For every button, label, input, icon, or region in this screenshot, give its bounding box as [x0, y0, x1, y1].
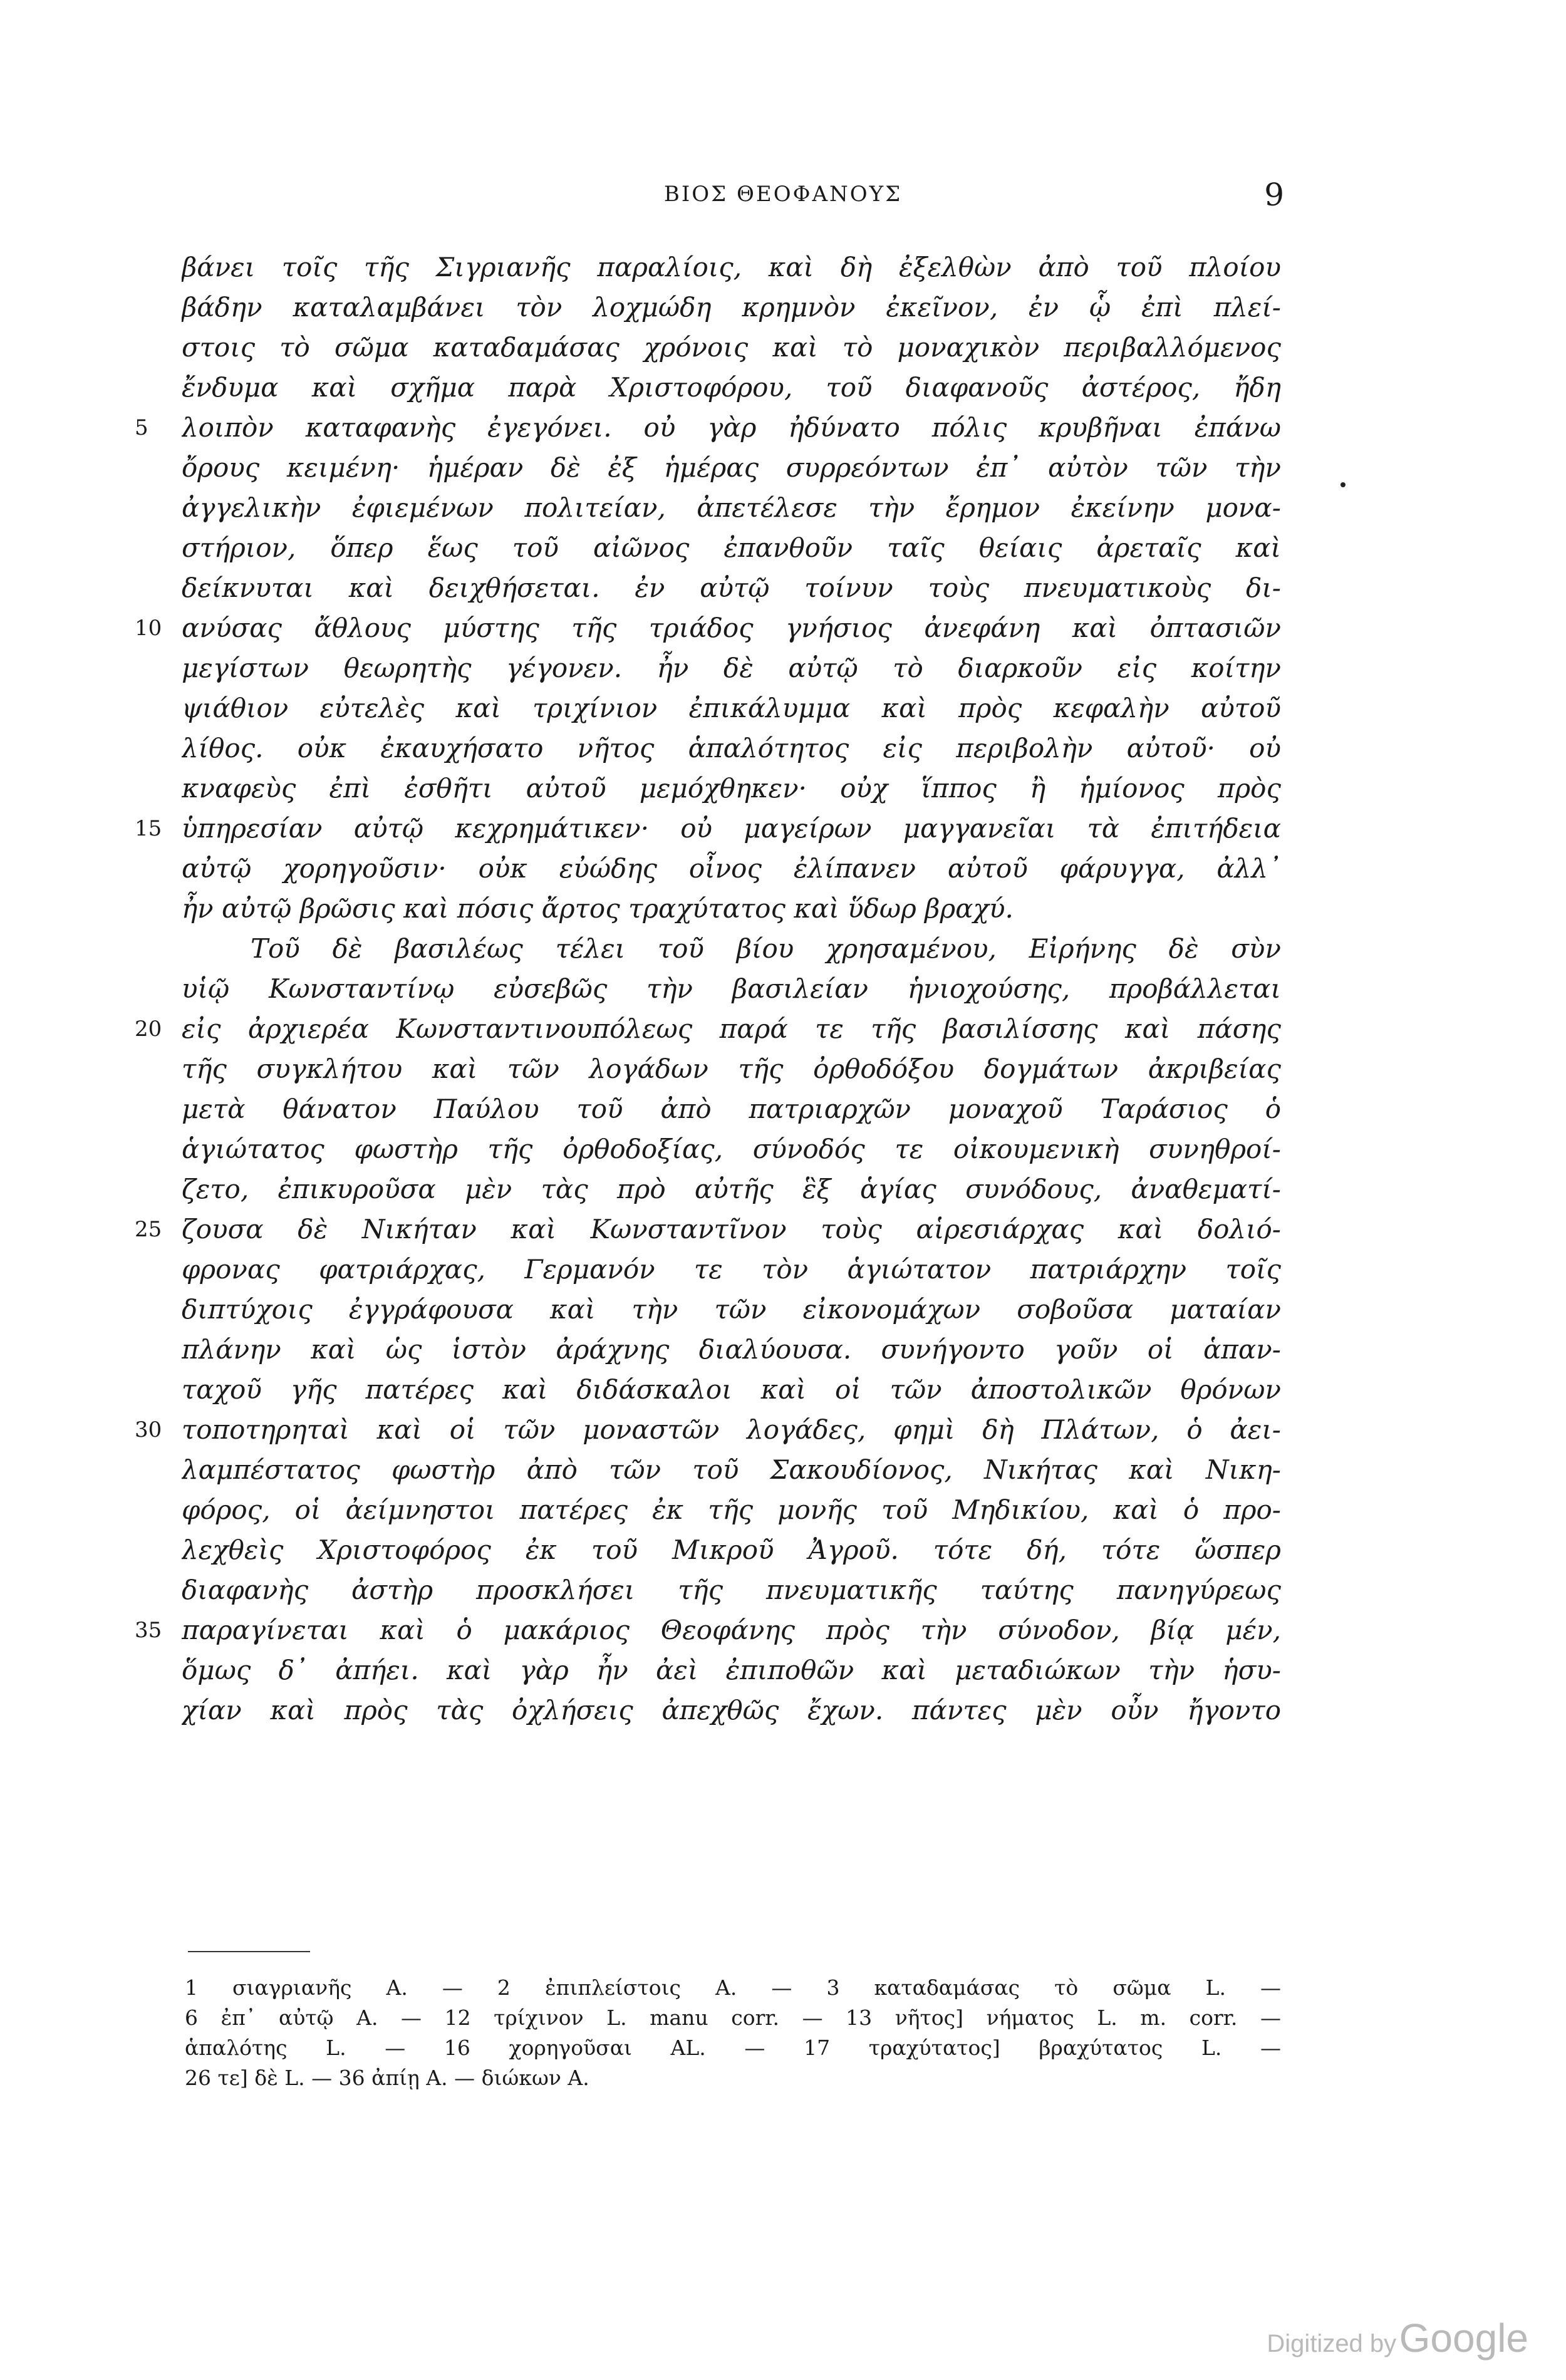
line-text: μεγίστων θεωρητὴς γέγονεν. ἦν δὲ αὐτῷ τὸ διαρκοῦν εἰς κοίτην [182, 653, 1281, 683]
text-line [0, 247, 1566, 287]
text-line [0, 889, 1566, 929]
line-text: ἀγγελικὴν ἐφιεμένων πολιτείαν, ἀπετέλεσε τὴν ἔρημον ἐκείνην μονα- [182, 492, 1281, 523]
line-text: Τοῦ δὲ βασιλέως τέλει τοῦ βίου χρησαμένου, Εἰρήνης δὲ σὺν [251, 933, 1281, 964]
text-line [0, 287, 1566, 328]
footnotes [185, 1973, 1281, 2093]
text-line [0, 1129, 1566, 1169]
line-number: 15 [135, 816, 162, 841]
text-line [0, 608, 1566, 648]
line-text: κναφεὺς ἐπὶ ἐσθῆτι αὐτοῦ μεμόχθηκεν· οὐχ ἵππος ἢ ἡμίονος πρὸς [182, 773, 1281, 804]
text-line [0, 1089, 1566, 1129]
text-line [0, 1690, 1566, 1731]
text-line [0, 809, 1566, 849]
line-text: ὑπηρεσίαν αὐτῷ κεχρημάτικεν· οὐ μαγείρων μαγγανεῖαι τὰ ἐπιτήδεια [182, 813, 1281, 844]
text-line [0, 768, 1566, 809]
text-line [0, 1290, 1566, 1330]
line-text: λεχθεὶς Χριστοφόρος ἐκ τοῦ Μικροῦ Ἀγροῦ. τότε δή, τότε ὥσπερ [182, 1534, 1281, 1565]
line-number: 20 [135, 1017, 162, 1042]
line-text: βάδην καταλαμβάνει τὸν λοχμώδη κρημνὸν ἐκεῖνον, ἐν ᾧ ἐπὶ πλεί- [182, 292, 1281, 323]
line-text: στοις τὸ σῶμα καταδαμάσας χρόνοις καὶ τὸ μοναχικὸν περιβαλλόμενος [182, 332, 1281, 363]
line-text: φόρος, οἱ ἀείμνηστοι πατέρες ἐκ τῆς μονῆς τοῦ Μηδικίου, καὶ ὁ προ- [182, 1494, 1281, 1525]
footnote-line: ἁπαλότης L. — 16 χορηγοῦσαι AL. — 17 τραχύτατος] βραχύτατος L. — [185, 2036, 1281, 2060]
line-text: τοποτηρηταὶ καὶ οἱ τῶν μοναστῶν λογάδες, φημὶ δὴ Πλάτων, ὁ ἀει- [182, 1414, 1281, 1445]
text-line [0, 1490, 1566, 1530]
line-text: βάνει τοῖς τῆς Σιγριανῆς παραλίοις, καὶ δὴ ἐξελθὼν ἀπὸ τοῦ πλοίου [182, 252, 1281, 282]
line-text: λοιπὸν καταφανὴς ἐγεγόνει. οὐ γὰρ ἠδύνατο πόλις κρυβῆναι ἐπάνω [182, 412, 1281, 443]
text-line [0, 1410, 1566, 1450]
line-text: ἔνδυμα καὶ σχῆμα παρὰ Χριστοφόρου, τοῦ διαφανοῦς ἀστέρος, ἤδη [182, 372, 1281, 403]
footnote-line: 6 ἐπ᾽ αὐτῷ A. — 12 τρίχινον L. manu corr. — 13 νῆτος] νήματος L. m. corr. — [185, 2005, 1281, 2030]
text-line [0, 1610, 1566, 1650]
text-line [0, 929, 1566, 969]
text-line [0, 969, 1566, 1009]
line-text: διαφανὴς ἀστὴρ προσκλήσει τῆς πνευματικῆς ταύτης πανηγύρεως [182, 1575, 1281, 1605]
line-text: πλάνην καὶ ὡς ἱστὸν ἀράχνης διαλύουσα. συνήγοντο γοῦν οἱ ἁπαν- [182, 1334, 1281, 1365]
line-text: στήριον, ὅπερ ἕως τοῦ αἰῶνος ἐπανθοῦν ταῖς θείαις ἀρεταῖς καὶ [182, 532, 1281, 563]
line-text: ὅμως δ᾽ ἀπήει. καὶ γὰρ ἦν ἀεὶ ἐπιποθῶν καὶ μεταδιώκων τὴν ἡσυ- [182, 1655, 1281, 1685]
text-line [0, 488, 1566, 528]
line-text: τῆς συγκλήτου καὶ τῶν λογάδων τῆς ὀρθοδόξου δογμάτων ἀκριβείας [182, 1053, 1281, 1084]
page-number: 9 [1264, 177, 1284, 213]
line-text: ψιάθιον εὐτελὲς καὶ τριχίνιον ἐπικάλυμμα καὶ πρὸς κεφαλὴν αὐτοῦ [182, 693, 1281, 723]
running-head [0, 177, 1566, 219]
line-text: ανύσας ἄθλους μύστης τῆς τριάδος γνήσιος ἀνεφάνη καὶ ὀπτασιῶν [182, 613, 1281, 643]
line-text: υἱῷ Κωνσταντίνῳ εὐσεβῶς τὴν βασιλείαν ἡνιοχούσης, προβάλλεται [182, 973, 1281, 1004]
text-line [0, 1650, 1566, 1690]
line-text: ἁγιώτατος φωστὴρ τῆς ὀρθοδοξίας, σύνοδός τε οἰκουμενικὴ συνηθροί- [182, 1134, 1281, 1164]
watermark-prefix: Digitized by [1267, 2330, 1397, 2357]
text-line [0, 528, 1566, 568]
text-line [0, 408, 1566, 448]
text-line [0, 1009, 1566, 1049]
text-line [0, 448, 1566, 488]
text-line [0, 728, 1566, 768]
line-text: αὐτῷ χορηγοῦσιν· οὐκ εὐώδης οἶνος ἐλίπανεν αὐτοῦ φάρυγγα, ἀλλ᾽ [182, 853, 1281, 884]
text-line [0, 648, 1566, 688]
line-number: 5 [135, 415, 148, 440]
footnote-line: 1 σιαγριανῆς A. — 2 ἐπιπλείστοις A. — 3 καταδαμάσας τὸ σῶμα L. — [185, 1975, 1281, 2000]
text-line [0, 1209, 1566, 1250]
text-line [0, 1169, 1566, 1209]
line-number: 35 [135, 1618, 162, 1643]
line-text: λίθος. οὐκ ἐκαυχήσατο νῆτος ἁπαλότητος εἰς περιβολὴν αὐτοῦ· οὐ [182, 733, 1281, 763]
line-text: φρονας φατριάρχας, Γερμανόν τε τὸν ἁγιώτατον πατριάρχην τοῖς [182, 1254, 1281, 1285]
footnote-line: 26 τε] δὲ L. — 36 ἀπίῃ A. — διώκων A. [185, 2066, 589, 2090]
footnote-rule [188, 1951, 310, 1952]
line-text: μετὰ θάνατον Παύλου τοῦ ἀπὸ πατριαρχῶν μοναχοῦ Ταράσιος ὁ [182, 1094, 1281, 1124]
line-number: 10 [135, 616, 162, 641]
line-text: διπτύχοις ἐγγράφουσα καὶ τὴν τῶν εἰκονομάχων σοβοῦσα ματαίαν [182, 1294, 1281, 1325]
body-text [0, 247, 1566, 1731]
line-text: χίαν καὶ πρὸς τὰς ὀχλήσεις ἀπεχθῶς ἔχων. πάντες μὲν οὖν ἤγοντο [182, 1695, 1281, 1725]
line-number: 25 [135, 1217, 162, 1242]
line-text: παραγίνεται καὶ ὁ μακάριος Θεοφάνης πρὸς τὴν σύνοδον, βίᾳ μέν, [182, 1615, 1281, 1645]
line-text: ζετο, ἐπικυροῦσα μὲν τὰς πρὸ αὐτῆς ἓξ ἁγίας συνόδους, ἀναθεματί- [182, 1174, 1281, 1204]
text-line [0, 1250, 1566, 1290]
text-line [0, 328, 1566, 368]
line-text: εἰς ἀρχιερέα Κωνσταντινουπόλεως παρά τε τῆς βασιλίσσης καὶ πάσης [182, 1013, 1281, 1044]
watermark-brand: Google [1399, 2315, 1528, 2361]
text-line [0, 1450, 1566, 1490]
text-line [0, 368, 1566, 408]
line-text: ὄρους κειμένη· ἡμέραν δὲ ἐξ ἡμέρας συρρεόντων ἐπ᾽ αὐτὸν τῶν τὴν [182, 452, 1281, 483]
digitization-watermark [1267, 2315, 1528, 2361]
text-line [0, 688, 1566, 728]
line-text: ζουσα δὲ Νικήταν καὶ Κωνσταντῖνον τοὺς αἱρεσιάρχας καὶ δολιό- [182, 1214, 1281, 1244]
text-line [0, 849, 1566, 889]
line-number: 30 [135, 1417, 162, 1442]
text-line [0, 1330, 1566, 1370]
text-line [0, 1570, 1566, 1610]
text-line [0, 568, 1566, 608]
line-text: ἦν αὐτῷ βρῶσις καὶ πόσις ἄρτος τραχύτατος καὶ ὕδωρ βραχύ. [182, 893, 1014, 924]
text-line [0, 1530, 1566, 1570]
running-title: ΒΙΟΣ ΘΕΟΦΑΝΟΥΣ [663, 182, 903, 207]
text-line [0, 1370, 1566, 1410]
line-text: δείκνυται καὶ δειχθήσεται. ἐν αὐτῷ τοίνυν τοὺς πνευματικοὺς δι- [182, 572, 1281, 603]
line-text: λαμπέστατος φωστὴρ ἀπὸ τῶν τοῦ Σακουδίονος, Νικήτας καὶ Νικη- [182, 1454, 1281, 1485]
line-text: ταχοῦ γῆς πατέρες καὶ διδάσκαλοι καὶ οἱ τῶν ἀποστολικῶν θρόνων [182, 1374, 1281, 1405]
text-line [0, 1049, 1566, 1089]
